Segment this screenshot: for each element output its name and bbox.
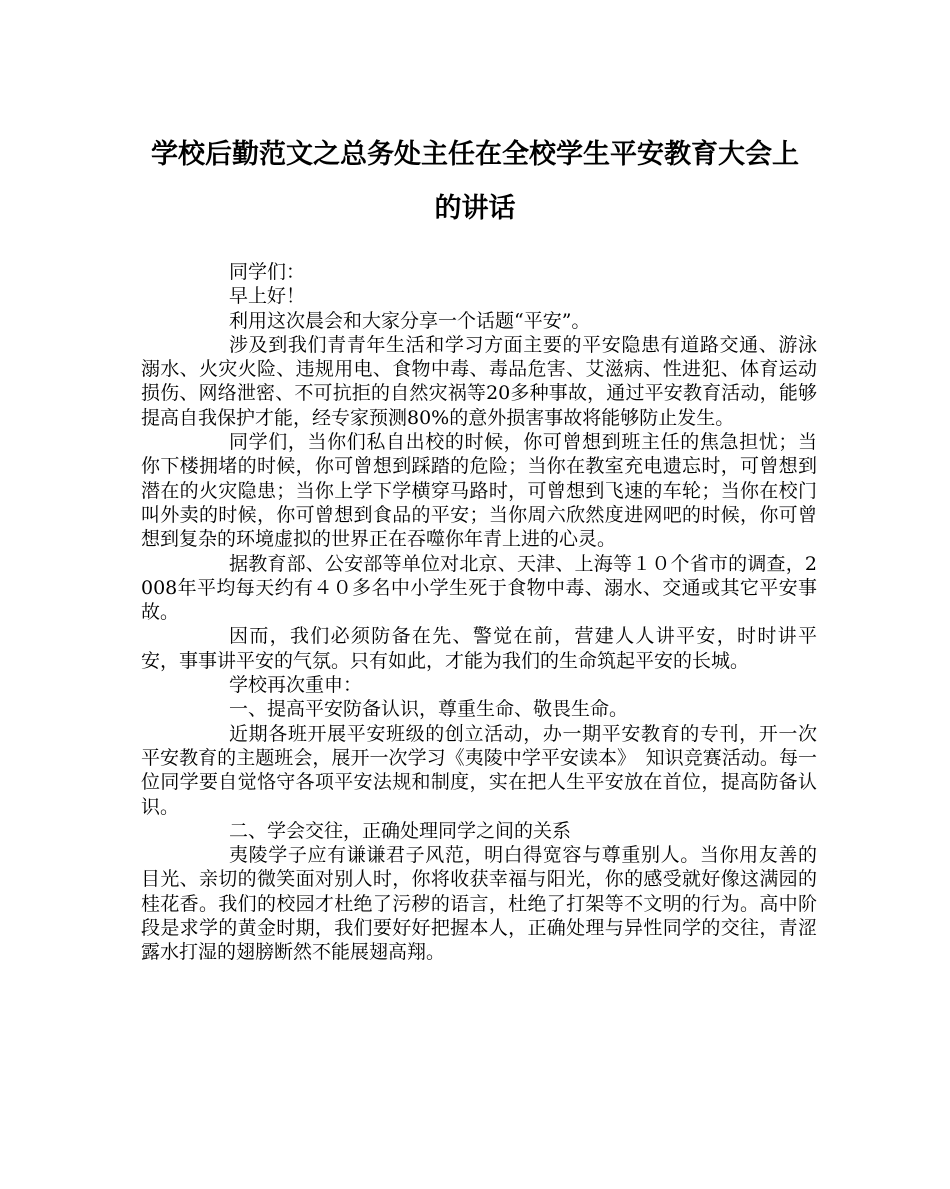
paragraph-statistics: 据教育部、公安部等单位对北京、天津、上海等１０个省市的调查，2008年平均每天约有４０多名中小学生死于食物中毒、溺水、交通或其它平安事故。	[141, 552, 817, 624]
paragraph-school-reiterates: 学校再次重申：	[229, 674, 363, 697]
paragraph-point-one-heading: 一、提高平安防备认识，尊重生命、敬畏生命。	[229, 698, 629, 721]
paragraph-point-two-body: 夷陵学子应有谦谦君子风范，明白得宽容与尊重别人。当你用友善的目光、亲切的微笑面对别人时，你将收获幸福与阳光，你的感受就好像这满园的桂花香。我们的校园才杜绝了污秽的语言，杜绝了打架等不文明的行为。高中阶段是求学的黄金时期，我们要好好把握本人，正确处理与异性同学的交往，青涩露水打湿的翅膀断然不能展翅高翔。	[141, 844, 817, 964]
document-body	[141, 260, 817, 965]
document-title: 学校后勤范文之总务处主任在全校学生平安教育大会上的讲话	[151, 139, 799, 224]
paragraph-good-morning: 早上好！	[229, 285, 306, 308]
paragraph-point-one-body: 近期各班开展平安班级的创立活动，办一期平安教育的专刊，开一次平安教育的主题班会，展开一次学习《夷陵中学平安读本》 知识竞赛活动。每一位同学要自觉恪守各项平安法规和制度，实在把人生平安放在首位，提高防备认识。	[141, 722, 817, 818]
paragraph-prevention: 因而，我们必须防备在先、警觉在前，营建人人讲平安，时时讲平安，事事讲平安的气氛。只有如此，才能为我们的生命筑起平安的长城。	[141, 625, 817, 672]
paragraph-topic-intro: 利用这次晨会和大家分享一个话题“平安”。	[229, 309, 591, 332]
paragraph-greeting: 同学们：	[229, 261, 306, 283]
paragraph-hazards: 涉及到我们青青年生活和学习方面主要的平安隐患有道路交通、游泳溺水、火灾火险、违规用电、食物中毒、毒品危害、艾滋病、性进犯、体育运动损伤、网络泄密、不可抗拒的自然灾祸等20多种事故，通过平安教育活动，能够提高自我保护才能，经专家预测80%的意外损害事故将能够防止发生。	[141, 333, 817, 429]
paragraph-scenarios: 同学们，当你们私自出校的时候，你可曾想到班主任的焦急担忧；当你下楼拥堵的时候，你可曾想到踩踏的危险；当你在教室充电遗忘时，可曾想到潜在的火灾隐患；当你上学下学横穿马路时，可曾想到飞速的车轮；当你在校门叫外卖的时候，你可曾想到食品的平安；当你周六欣然度进网吧的时候，你可曾想到复杂的环境虚拟的世界正在吞噬你年青上进的心灵。	[141, 431, 817, 551]
paragraph-point-two-heading: 二、学会交往，正确处理同学之间的关系	[229, 819, 572, 842]
